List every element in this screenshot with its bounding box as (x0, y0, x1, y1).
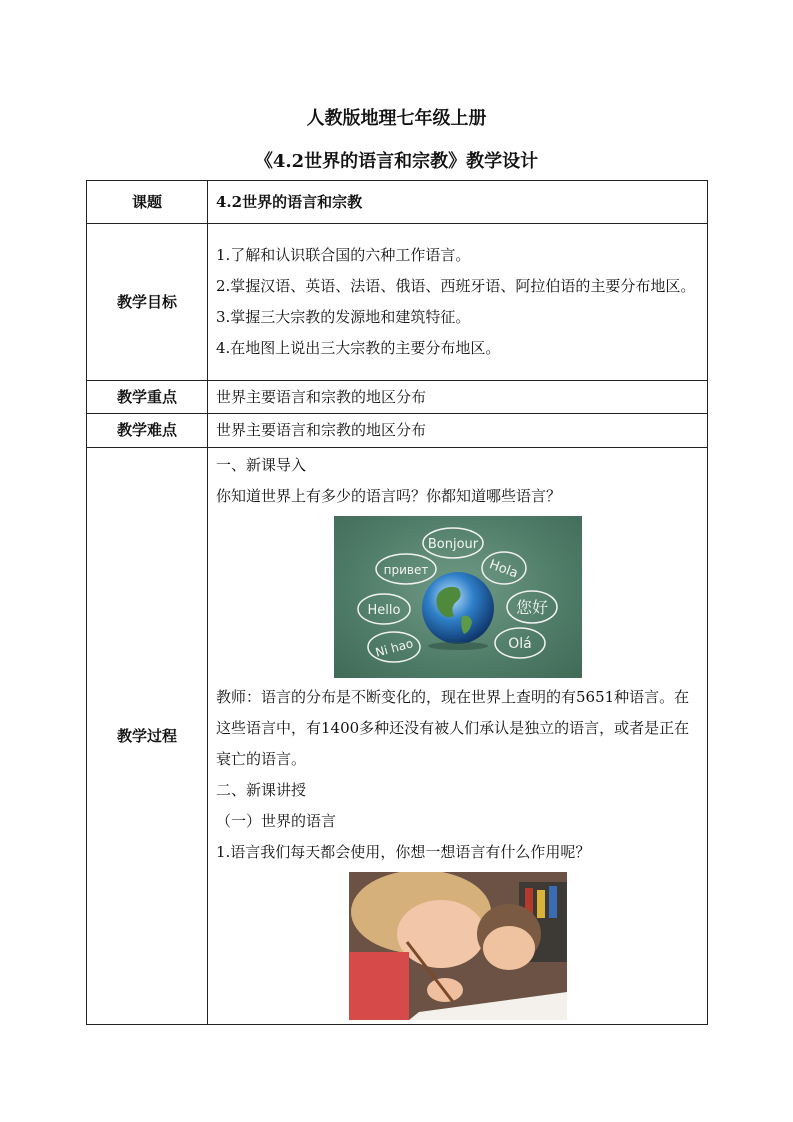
bubble-nihao: Ni hao (373, 636, 415, 660)
section-heading: 二、新课讲授 (216, 781, 307, 799)
bubble-ninhao: 您好 (515, 598, 548, 617)
topic-label: 课题 (87, 181, 208, 224)
table-row (87, 414, 708, 448)
goal-item: 4.在地图上说出三大宗教的主要分布地区。 (216, 339, 501, 357)
key-label: 教学重点 (87, 381, 208, 414)
topic-value: 4.2世界的语言和宗教 (208, 181, 708, 224)
document-subtitle: 《4.2世界的语言和宗教》教学设计 (254, 151, 539, 172)
table-row (87, 224, 708, 381)
paragraph: 教师：语言的分布是不断变化的，现在世界上查明的有5651种语言。在这些语言中，有1400多种还没有被人们承认是独立的语言，或者是正在衰亡的语言。 (216, 688, 690, 768)
goal-item: 1.了解和认识联合国的六种工作语言。 (216, 246, 471, 264)
children-writing-image (349, 872, 567, 1020)
goal-item: 2.掌握汉语、英语、法语、俄语、西班牙语、阿拉伯语的主要分布地区。 (216, 277, 696, 295)
goal-item: 3.掌握三大宗教的发源地和建筑特征。 (216, 308, 471, 326)
difficulty-value: 世界主要语言和宗教的地区分布 (208, 414, 708, 448)
bubble-privet: привет (383, 563, 428, 577)
table-row (87, 381, 708, 414)
key-value: 世界主要语言和宗教的地区分布 (208, 381, 708, 414)
process-cell (208, 448, 708, 1025)
lesson-plan-table (86, 180, 708, 1025)
difficulty-label: 教学难点 (87, 414, 208, 448)
paragraph: 1.语言我们每天都会使用，你想一想语言有什么作用呢？ (216, 843, 591, 861)
process-label: 教学过程 (87, 448, 208, 1025)
section-heading: 一、新课导入 (216, 456, 307, 474)
table-row (87, 181, 708, 224)
bubble-hola: Hola (486, 557, 520, 582)
table-row (87, 448, 708, 1025)
document-title: 人教版地理七年级上册 (306, 108, 487, 129)
bubble-ola: Olá (507, 636, 532, 652)
bubble-bonjour: Bonjour (427, 537, 478, 552)
goals-cell (208, 224, 708, 381)
globe-icon (422, 572, 494, 644)
bubble-hello: Hello (367, 603, 400, 618)
subsection-heading: （一）世界的语言 (216, 812, 337, 830)
paragraph: 你知道世界上有多少的语言吗？你都知道哪些语言？ (216, 487, 562, 505)
goals-label: 教学目标 (87, 224, 208, 381)
languages-globe-image (334, 516, 582, 678)
